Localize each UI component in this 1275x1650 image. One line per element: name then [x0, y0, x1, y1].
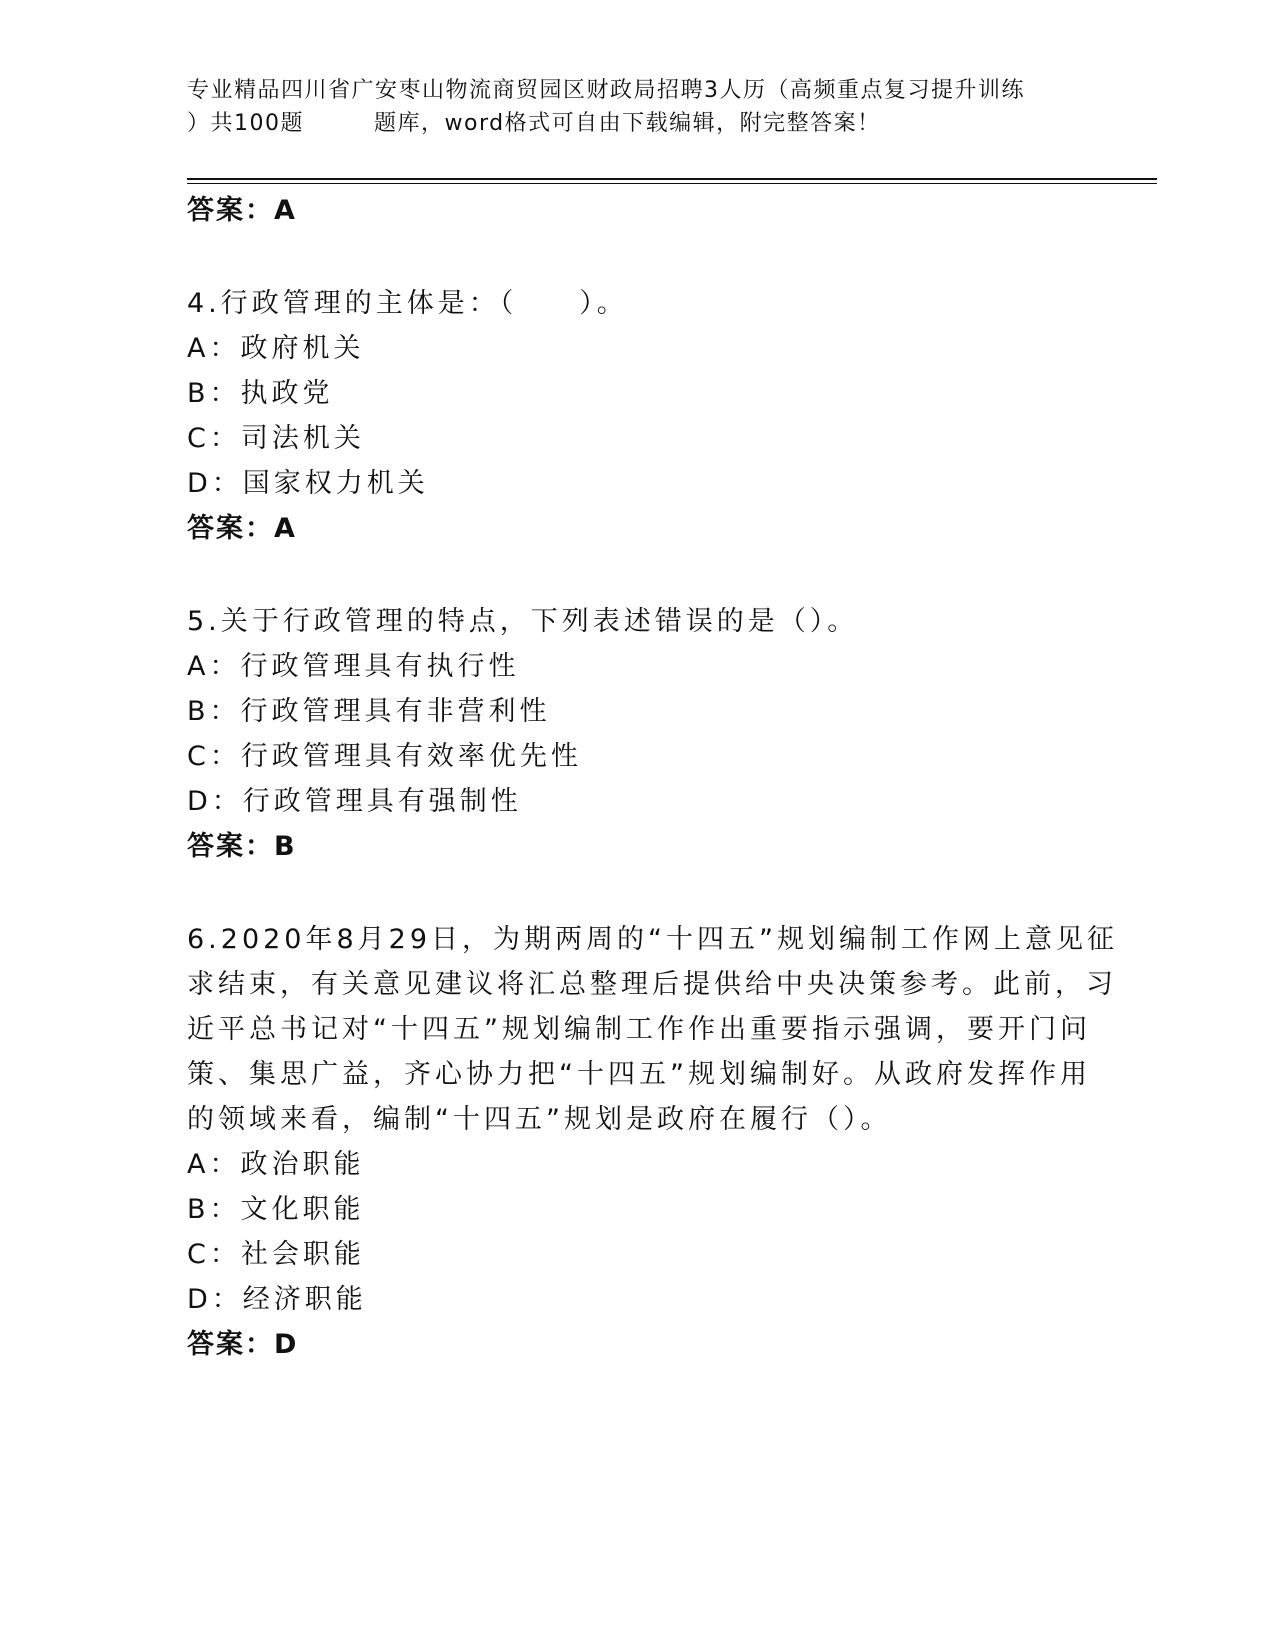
- answer-value: D: [274, 1329, 299, 1360]
- answer-value: B: [274, 831, 297, 862]
- answer-label: 答案：: [187, 513, 274, 544]
- option-a: A：行政管理具有执行性: [187, 651, 520, 682]
- question-answer: [187, 1322, 1087, 1367]
- option-a: A：政府机关: [187, 333, 365, 364]
- previous-answer: [187, 188, 1087, 233]
- answer-value: A: [274, 513, 297, 544]
- question-6: [187, 917, 1118, 1367]
- question-stem: 4.行政管理的主体是：（ ）。: [187, 288, 628, 319]
- page-header: [187, 74, 1107, 140]
- header-description-text: 题库，word格式可自由下载编辑，附完整答案！: [374, 111, 881, 136]
- header-rule-thin: [187, 183, 1157, 184]
- question-answer: [187, 824, 1087, 869]
- question-stem: 5.关于行政管理的特点，下列表述错误的是（）。: [187, 606, 859, 637]
- question-stem-line-4: 策、集思广益，齐心协力把“十四五”规划编制好。从政府发挥作用: [187, 1059, 1091, 1090]
- question-stem-line-5: 的领域来看，编制“十四五”规划是政府在履行（）。: [187, 1104, 892, 1135]
- answer-label: 答案：: [187, 1329, 274, 1360]
- option-b: B：行政管理具有非营利性: [187, 696, 551, 727]
- option-d: D：行政管理具有强制性: [187, 786, 522, 817]
- question-5: [187, 599, 1087, 869]
- answer-value: A: [274, 195, 297, 226]
- option-b: B：文化职能: [187, 1194, 365, 1225]
- answer-label: 答案：: [187, 831, 274, 862]
- option-c: C：司法机关: [187, 423, 365, 454]
- option-d: D：国家权力机关: [187, 468, 429, 499]
- option-c: C：行政管理具有效率优先性: [187, 741, 582, 772]
- header-rule-thick: [187, 178, 1157, 180]
- question-stem-line-3: 近平总书记对“十四五”规划编制工作作出重要指示强调，要开门问: [187, 1014, 1091, 1045]
- option-d: D：经济职能: [187, 1284, 367, 1315]
- header-count-text: ）共100题: [187, 111, 304, 136]
- header-title-line-1: 专业精品四川省广安枣山物流商贸园区财政局招聘3人历（高频重点复习提升训练: [187, 78, 1025, 103]
- question-answer: [187, 506, 1087, 551]
- question-4: [187, 281, 1087, 551]
- question-stem-line-2: 求结束，有关意见建议将汇总整理后提供给中央决策参考。此前，习: [187, 969, 1117, 1000]
- option-a: A：政治职能: [187, 1149, 365, 1180]
- answer-label: 答案：: [187, 195, 274, 226]
- option-b: B：执政党: [187, 378, 334, 409]
- question-stem-line-1: 6.2020年8月29日，为期两周的“十四五”规划编制工作网上意见征: [187, 924, 1118, 955]
- question-list: [187, 188, 1118, 1367]
- header-title-line-2: [187, 107, 1107, 140]
- option-c: C：社会职能: [187, 1239, 365, 1270]
